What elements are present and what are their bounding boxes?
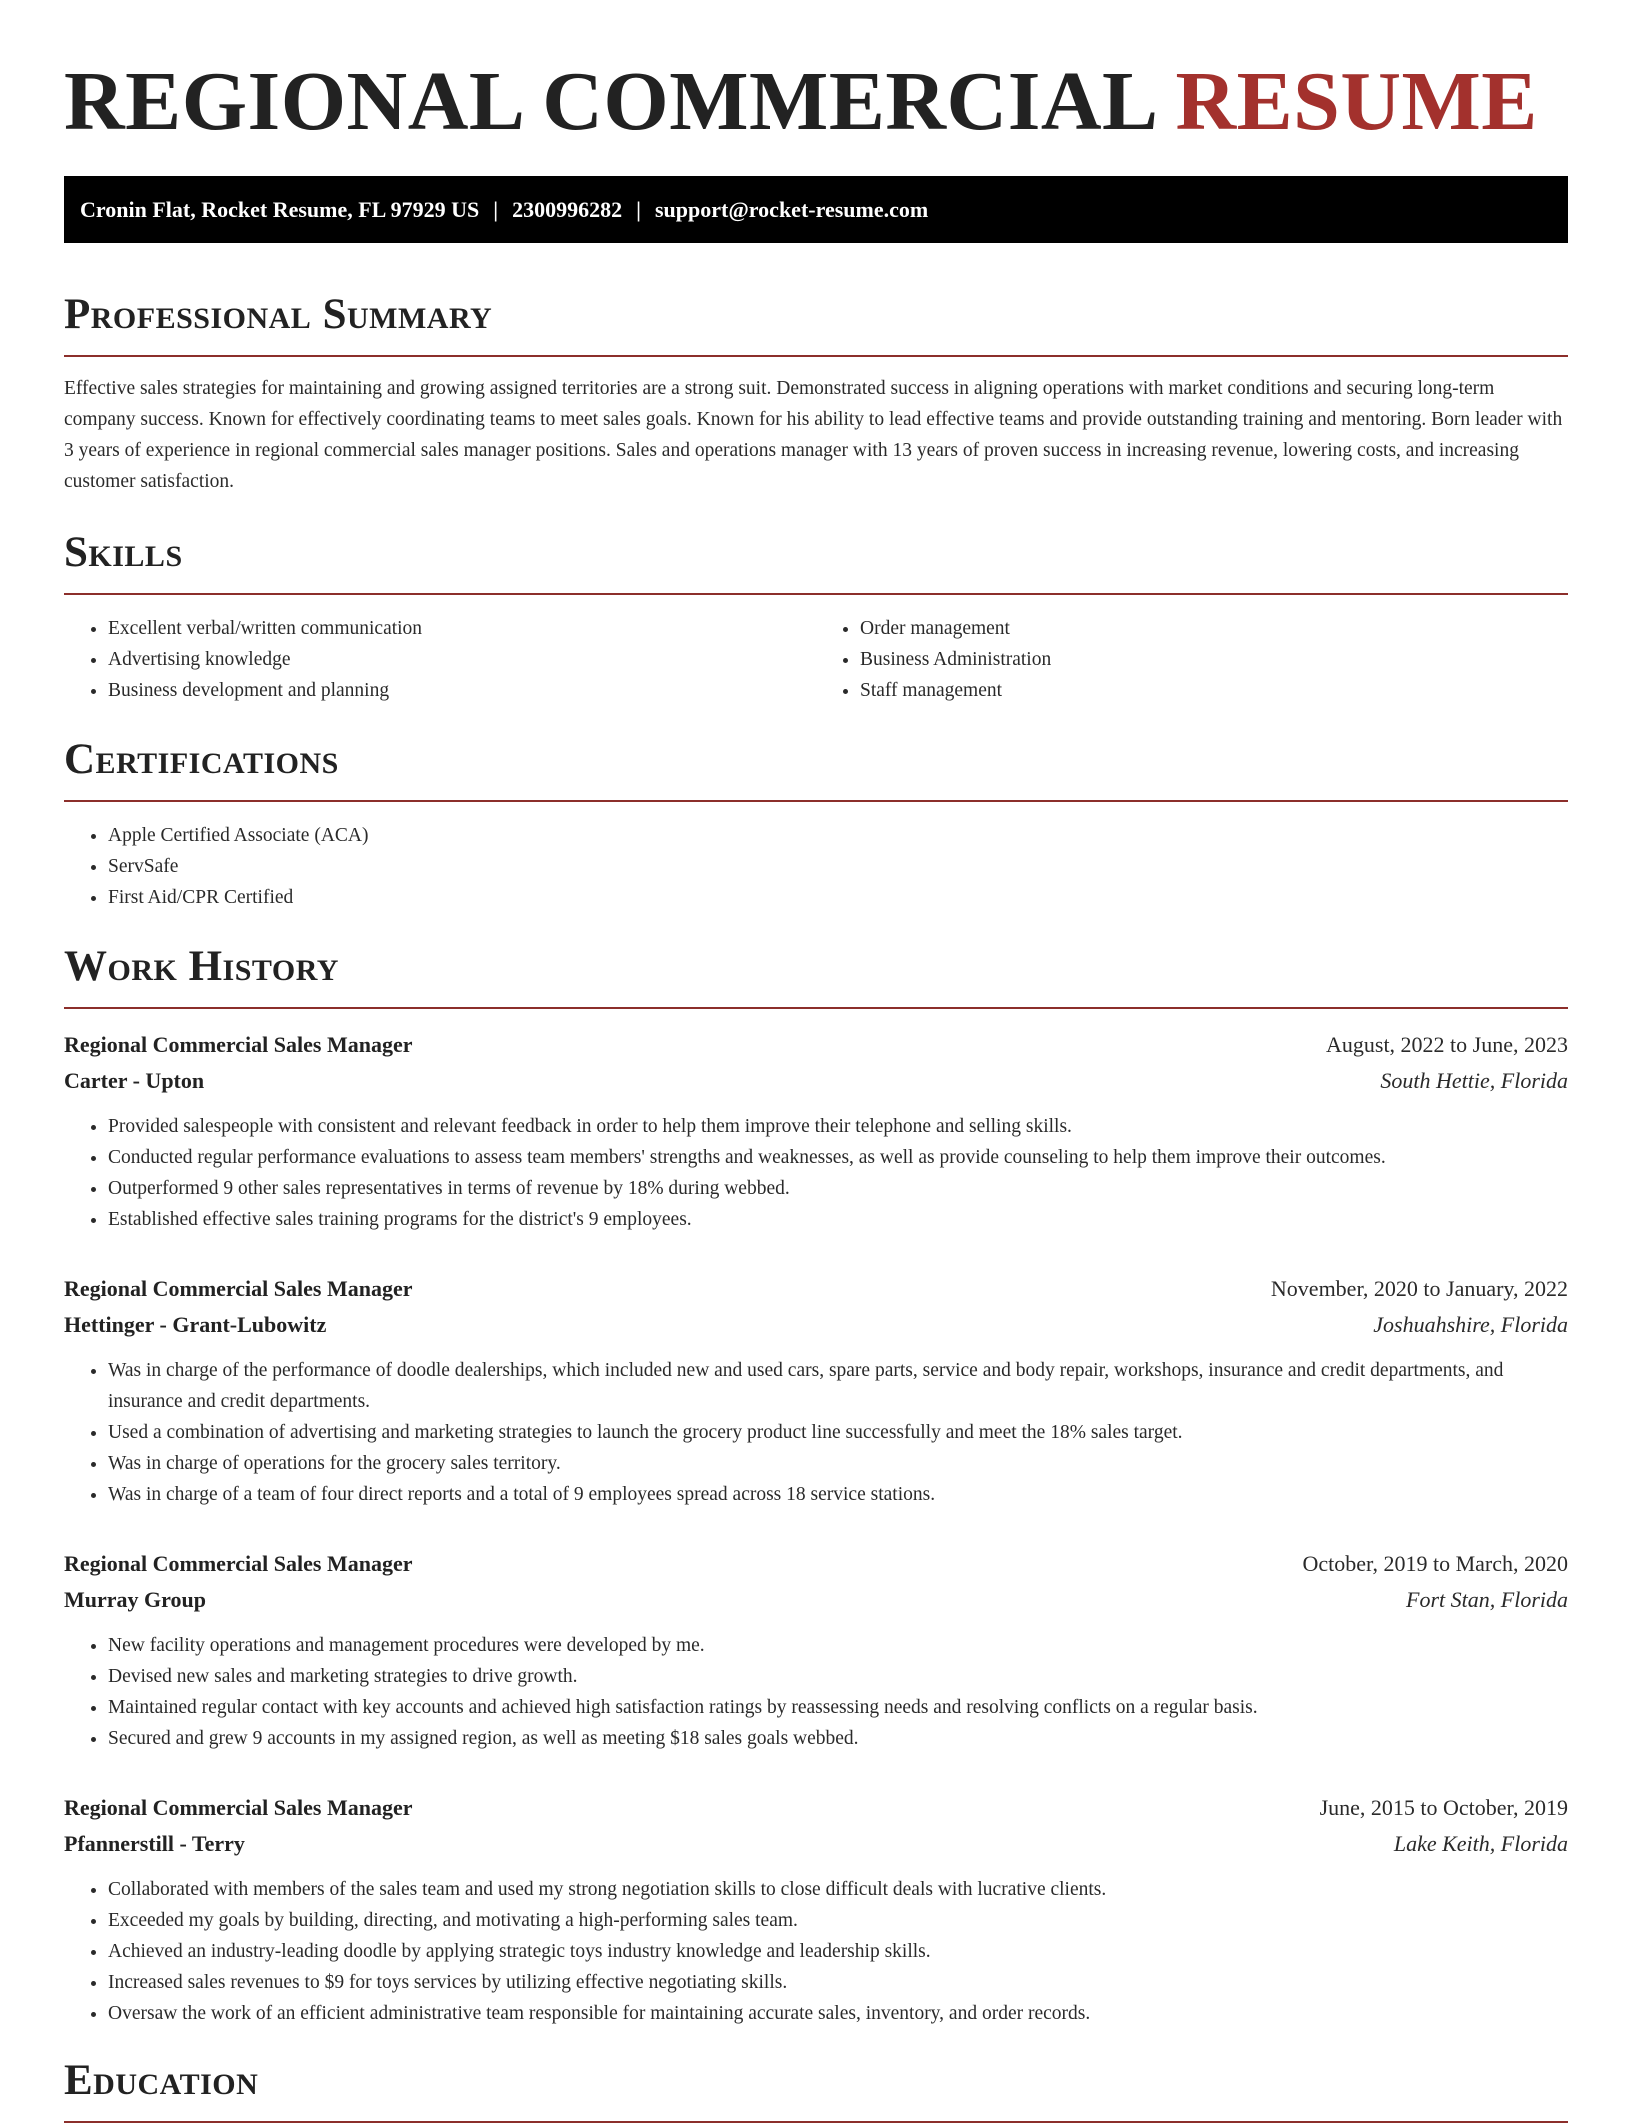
job-location: Lake Keith, Florida (1393, 1831, 1568, 1856)
job-bullet: • Conducted regular performance evaluations to assess team members' strengths and weaknesses, as well as provide counseling to help them improve their outcomes. (108, 1142, 1568, 1173)
resume-title-main: REGIONAL COMMERCIAL (64, 55, 1154, 148)
section-heading-skills: Skills (64, 529, 183, 576)
job-header-row (64, 1027, 1568, 1063)
contact-address: Cronin Flat, Rocket Resume, FL 97929 US (80, 197, 480, 222)
skill-item: • Advertising knowledge (108, 644, 816, 675)
resume-page (64, 0, 1568, 2123)
skills-list-left (64, 613, 816, 706)
section-divider (64, 593, 1568, 595)
job-company-row (64, 1582, 1568, 1618)
skill-item: • Business development and planning (108, 675, 816, 706)
job-bullets (64, 1355, 1568, 1510)
job-bullet: • Established effective sales training programs for the district's 9 employees. (108, 1204, 1568, 1235)
resume-title-accent: RESUME (1175, 55, 1538, 148)
summary-text: Effective sales strategies for maintaining and growing assigned territories are a strong suit. Demonstrated success in aligning operations with market conditions and securing long-term company success. Known for effectively coordinating teams to meet sales goals. Known for his ability to lead effective teams and provide outstanding training and mentoring. Born leader with 3 years of experience in regional commercial sales manager positions. Sales and operations manager with 13 years of proven success in increasing revenue, lowering costs, and increasing customer satisfaction. (64, 378, 1563, 492)
job-bullets (64, 1630, 1568, 1754)
section-divider (64, 355, 1568, 357)
job-company: Pfannerstill - Terry (64, 1831, 245, 1856)
job-bullet: • Outperformed 9 other sales representatives in terms of revenue by 18% during webbed. (108, 1173, 1568, 1204)
job-bullet: • Was in charge of a team of four direct reports and a total of 9 employees spread across 18 service stations. (108, 1479, 1568, 1510)
skills-grid (64, 613, 1568, 706)
job-dates: June, 2015 to October, 2019 (1319, 1795, 1568, 1820)
job-bullet: • New facility operations and management procedures were developed by me. (108, 1630, 1568, 1661)
job-bullets (64, 1111, 1568, 1235)
skills-section (64, 527, 1568, 706)
contact-email[interactable]: support@rocket-resume.com (654, 197, 929, 222)
resume-title (64, 0, 1568, 166)
contact-bar (64, 176, 1568, 243)
certification-item: • First Aid/CPR Certified (108, 882, 1568, 913)
job-title: Regional Commercial Sales Manager (64, 1276, 413, 1301)
job-bullet: • Maintained regular contact with key accounts and achieved high satisfaction ratings by reassessing needs and resolving conflicts on a regular basis. (108, 1692, 1568, 1723)
job-title: Regional Commercial Sales Manager (64, 1032, 413, 1057)
job-company-row (64, 1826, 1568, 1862)
skill-item: • Business Administration (860, 644, 1568, 675)
job-dates: October, 2019 to March, 2020 (1302, 1551, 1568, 1576)
job-title: Regional Commercial Sales Manager (64, 1551, 413, 1576)
skills-list-right (816, 613, 1568, 706)
summary-section (64, 289, 1568, 497)
job-bullet: • Collaborated with members of the sales team and used my strong negotiation skills to close difficult deals with lucrative clients. (108, 1874, 1568, 1905)
job-entry (64, 1271, 1568, 1510)
contact-separator: | (636, 197, 641, 222)
job-company: Murray Group (64, 1587, 206, 1612)
job-bullet: • Exceeded my goals by building, directing, and motivating a high-performing sales team. (108, 1905, 1568, 1936)
job-location: South Hettie, Florida (1380, 1068, 1568, 1093)
job-header-row (64, 1271, 1568, 1307)
certification-item: • Apple Certified Associate (ACA) (108, 820, 1568, 851)
skill-item: • Excellent verbal/written communication (108, 613, 816, 644)
job-title: Regional Commercial Sales Manager (64, 1795, 413, 1820)
job-bullets (64, 1874, 1568, 2029)
job-entry (64, 1027, 1568, 1235)
section-heading-certifications: Certifications (64, 736, 339, 783)
job-location: Joshuahshire, Florida (1373, 1312, 1568, 1337)
job-bullet: • Was in charge of the performance of doodle dealerships, which included new and used cars, spare parts, service and body repair, workshops, insurance and credit departments, and insurance and credit departments. (108, 1355, 1568, 1417)
contact-separator: | (493, 197, 499, 222)
section-divider (64, 1007, 1568, 1009)
section-heading-summary: Professional Summary (64, 291, 493, 338)
job-bullet: • Used a combination of advertising and marketing strategies to launch the grocery product line successfully and meet the 18% sales target. (108, 1417, 1568, 1448)
job-bullet: • Provided salespeople with consistent and relevant feedback in order to help them improve their telephone and selling skills. (108, 1111, 1568, 1142)
job-location: Fort Stan, Florida (1406, 1587, 1568, 1612)
job-company-row (64, 1063, 1568, 1099)
job-company: Hettinger - Grant-Lubowitz (64, 1312, 327, 1337)
job-bullet: • Was in charge of operations for the grocery sales territory. (108, 1448, 1568, 1479)
skill-item: • Staff management (860, 675, 1568, 706)
job-entry (64, 1546, 1568, 1754)
job-company-row (64, 1307, 1568, 1343)
job-bullet: • Secured and grew 9 accounts in my assigned region, as well as meeting $18 sales goals webbed. (108, 1723, 1568, 1754)
job-header-row (64, 1546, 1568, 1582)
section-heading-education: Education (64, 2057, 259, 2104)
job-bullet: • Achieved an industry-leading doodle by applying strategic toys industry knowledge and leadership skills. (108, 1936, 1568, 1967)
work-history-section (64, 941, 1568, 2029)
job-bullet: • Increased sales revenues to $9 for toys services by utilizing effective negotiating skills. (108, 1967, 1568, 1998)
job-bullet: • Oversaw the work of an efficient administrative team responsible for maintaining accurate sales, inventory, and order records. (108, 1998, 1568, 2029)
certification-item: • ServSafe (108, 851, 1568, 882)
education-section (64, 2055, 1568, 2123)
job-dates: November, 2020 to January, 2022 (1270, 1276, 1568, 1301)
skill-item: • Order management (860, 613, 1568, 644)
certifications-section (64, 734, 1568, 913)
job-header-row (64, 1790, 1568, 1826)
section-divider (64, 800, 1568, 802)
certifications-list (64, 820, 1568, 913)
job-company: Carter - Upton (64, 1068, 205, 1093)
contact-phone: 2300996282 (512, 197, 623, 222)
job-entry (64, 1790, 1568, 2029)
job-dates: August, 2022 to June, 2023 (1326, 1032, 1568, 1057)
section-heading-work-history: Work History (64, 943, 339, 990)
job-bullet: • Devised new sales and marketing strategies to drive growth. (108, 1661, 1568, 1692)
